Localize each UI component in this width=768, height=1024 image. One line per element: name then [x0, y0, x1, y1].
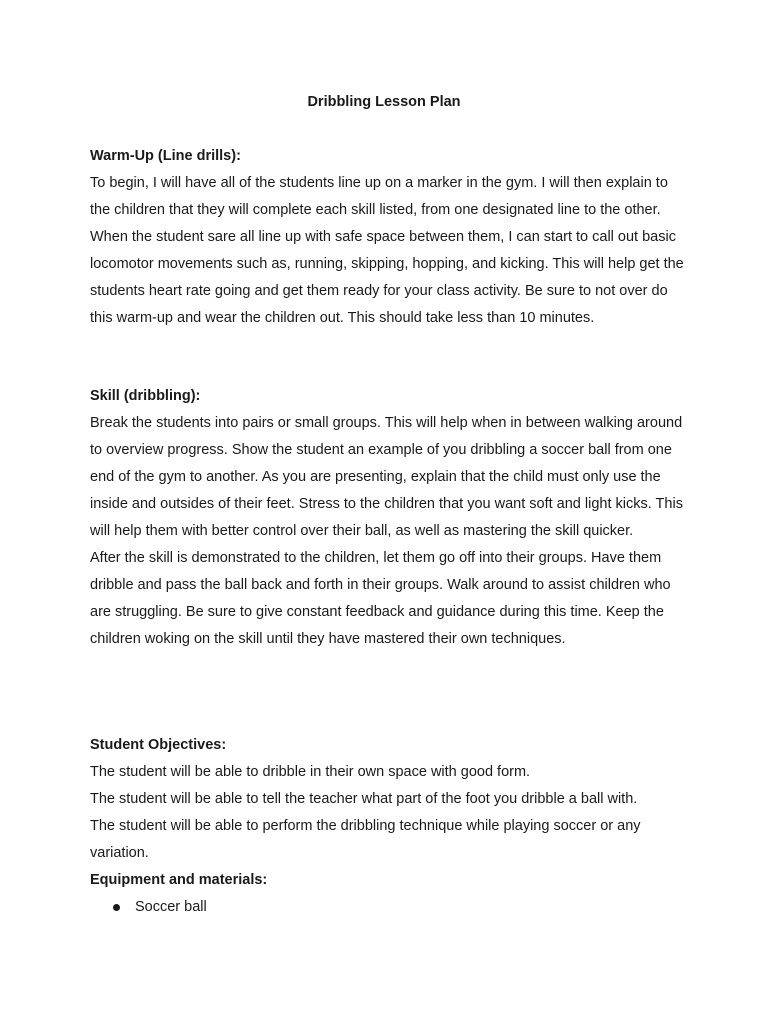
skill-paragraph: Break the students into pairs or small groups. This will help when in between walking around to overview progress. Show the student an example of you dribbling a soccer ball from one end of the gym to another. As you are presenting, explain that the child must only use the inside and outsides of their feet. Stress to the children that you want soft and light kicks. This will help them with better control over their ball, as well as mastering the skill quicker.: [90, 415, 683, 539]
objective-item: The student will be able to perform the dribbling technique while playing soccer or any variation.: [90, 818, 641, 861]
equipment-item-label: Soccer ball: [135, 899, 207, 915]
equipment-item: [90, 894, 690, 921]
warmup-paragraph: To begin, I will have all of the students line up on a marker in the gym. I will then explain to the children that they will complete each skill listed, from one designated line to the other. When the student sare all line up with safe space between them, I can start to call out basic locomotor movements such as, running, skipping, hopping, and kicking. This will help get the students heart rate going and get them ready for your class activity. Be sure to not over do this warm-up and wear the children out. This should take less than 10 minutes.: [90, 175, 684, 326]
warmup-section: [90, 143, 690, 332]
document-title: Dribbling Lesson Plan: [307, 94, 461, 110]
equipment-heading: Equipment and materials:: [90, 872, 268, 888]
bullet-icon: [113, 904, 120, 911]
skill-paragraph: After the skill is demonstrated to the children, let them go off into their groups. Have them dribble and pass the ball back and forth in their groups. Walk around to assist children who are struggling. Be sure to give constant feedback and guidance during this time. Keep the children woking on the skill until they have mastered their own techniques.: [90, 550, 671, 647]
warmup-heading: Warm-Up (Line drills):: [90, 148, 241, 164]
objectives-heading: Student Objectives:: [90, 737, 227, 753]
equipment-list: [90, 894, 690, 921]
objectives-section: [90, 732, 690, 921]
skill-heading: Skill (dribbling):: [90, 388, 201, 404]
objective-item: The student will be able to dribble in their own space with good form.: [90, 764, 531, 780]
skill-section: [90, 383, 690, 653]
objective-item: The student will be able to tell the teacher what part of the foot you dribble a ball with.: [90, 791, 638, 807]
